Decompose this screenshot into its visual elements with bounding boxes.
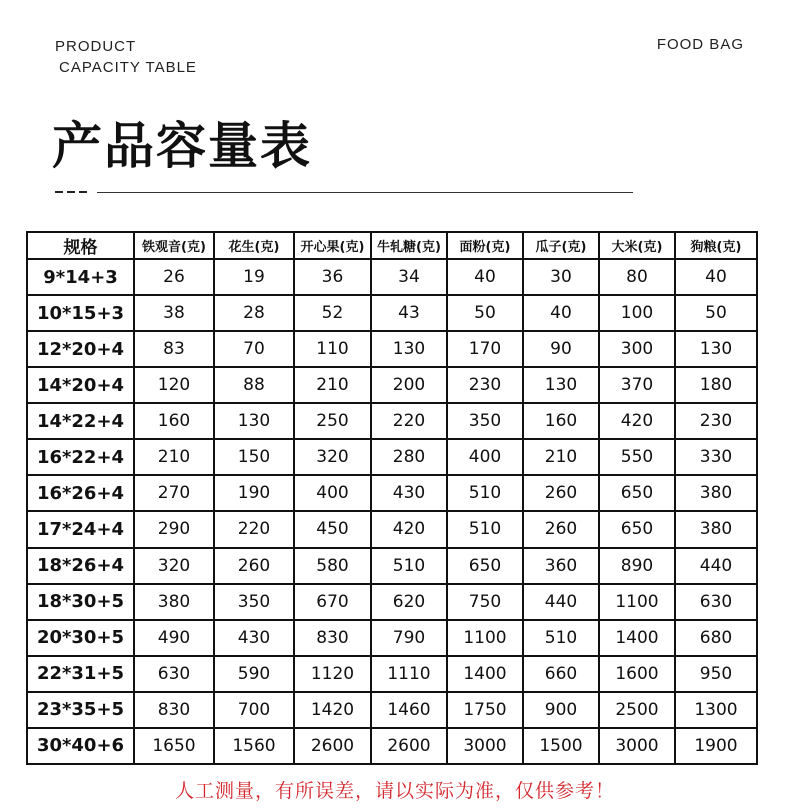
capacity-cell: 320	[134, 548, 214, 584]
capacity-cell: 26	[134, 259, 214, 295]
capacity-cell: 950	[675, 656, 757, 692]
capacity-cell: 150	[214, 439, 294, 475]
capacity-cell: 510	[447, 475, 523, 511]
table-row	[27, 475, 757, 511]
capacity-cell: 790	[371, 620, 447, 656]
capacity-cell: 400	[447, 439, 523, 475]
capacity-cell: 430	[214, 620, 294, 656]
spec-cell: 10*15+3	[27, 295, 134, 331]
capacity-cell: 130	[214, 403, 294, 439]
column-header: 大米(克)	[599, 232, 675, 259]
capacity-cell: 900	[523, 692, 599, 728]
capacity-cell: 650	[599, 511, 675, 547]
capacity-cell: 670	[294, 584, 371, 620]
capacity-cell: 160	[523, 403, 599, 439]
capacity-cell: 210	[294, 367, 371, 403]
capacity-cell: 180	[675, 367, 757, 403]
capacity-cell: 90	[523, 331, 599, 367]
table-row	[27, 584, 757, 620]
capacity-cell: 100	[599, 295, 675, 331]
capacity-cell: 400	[294, 475, 371, 511]
capacity-cell: 130	[371, 331, 447, 367]
capacity-cell: 40	[447, 259, 523, 295]
column-header: 铁观音(克)	[134, 232, 214, 259]
capacity-cell: 1110	[371, 656, 447, 692]
capacity-cell: 1120	[294, 656, 371, 692]
capacity-cell: 620	[371, 584, 447, 620]
capacity-cell: 360	[523, 548, 599, 584]
capacity-cell: 680	[675, 620, 757, 656]
table-row	[27, 439, 757, 475]
capacity-cell: 440	[523, 584, 599, 620]
capacity-cell: 190	[214, 475, 294, 511]
capacity-cell: 28	[214, 295, 294, 331]
column-header: 花生(克)	[214, 232, 294, 259]
capacity-cell: 36	[294, 259, 371, 295]
capacity-cell: 650	[447, 548, 523, 584]
column-header: 牛轧糖(克)	[371, 232, 447, 259]
capacity-cell: 1400	[447, 656, 523, 692]
capacity-cell: 830	[294, 620, 371, 656]
capacity-cell: 220	[371, 403, 447, 439]
capacity-cell: 890	[599, 548, 675, 584]
capacity-cell: 430	[371, 475, 447, 511]
capacity-cell: 1400	[599, 620, 675, 656]
spec-cell: 16*22+4	[27, 439, 134, 475]
capacity-cell: 1500	[523, 728, 599, 764]
spec-cell: 9*14+3	[27, 259, 134, 295]
capacity-cell: 450	[294, 511, 371, 547]
spec-cell: 12*20+4	[27, 331, 134, 367]
capacity-cell: 1900	[675, 728, 757, 764]
capacity-cell: 130	[523, 367, 599, 403]
capacity-cell: 350	[214, 584, 294, 620]
product-label-line2: CAPACITY TABLE	[59, 59, 197, 76]
column-header: 开心果(克)	[294, 232, 371, 259]
capacity-cell: 2600	[371, 728, 447, 764]
spec-cell: 14*22+4	[27, 403, 134, 439]
capacity-cell: 40	[523, 295, 599, 331]
capacity-cell: 83	[134, 331, 214, 367]
spec-cell: 30*40+6	[27, 728, 134, 764]
capacity-cell: 200	[371, 367, 447, 403]
capacity-cell: 210	[134, 439, 214, 475]
table-row	[27, 511, 757, 547]
capacity-cell: 650	[599, 475, 675, 511]
capacity-cell: 590	[214, 656, 294, 692]
capacity-cell: 40	[675, 259, 757, 295]
capacity-cell: 700	[214, 692, 294, 728]
capacity-cell: 43	[371, 295, 447, 331]
capacity-cell: 3000	[447, 728, 523, 764]
spec-cell: 23*35+5	[27, 692, 134, 728]
capacity-cell: 260	[214, 548, 294, 584]
capacity-cell: 510	[523, 620, 599, 656]
table-row	[27, 367, 757, 403]
capacity-cell: 830	[134, 692, 214, 728]
capacity-cell: 420	[599, 403, 675, 439]
capacity-cell: 2600	[294, 728, 371, 764]
food-bag-label: FOOD BAG	[656, 36, 744, 53]
capacity-cell: 630	[675, 584, 757, 620]
table-header-row	[27, 232, 757, 259]
capacity-cell: 1600	[599, 656, 675, 692]
capacity-cell: 1750	[447, 692, 523, 728]
capacity-cell: 330	[675, 439, 757, 475]
capacity-cell: 440	[675, 548, 757, 584]
capacity-cell: 110	[294, 331, 371, 367]
capacity-cell: 300	[599, 331, 675, 367]
capacity-cell: 220	[214, 511, 294, 547]
table-row	[27, 620, 757, 656]
capacity-cell: 510	[371, 548, 447, 584]
spec-cell: 17*24+4	[27, 511, 134, 547]
capacity-cell: 1100	[599, 584, 675, 620]
spec-cell: 18*30+5	[27, 584, 134, 620]
table-row	[27, 728, 757, 764]
capacity-cell: 30	[523, 259, 599, 295]
capacity-cell: 750	[447, 584, 523, 620]
table-row	[27, 295, 757, 331]
capacity-cell: 630	[134, 656, 214, 692]
capacity-cell: 19	[214, 259, 294, 295]
capacity-cell: 3000	[599, 728, 675, 764]
table-row	[27, 656, 757, 692]
capacity-cell: 580	[294, 548, 371, 584]
column-header: 瓜子(克)	[523, 232, 599, 259]
capacity-cell: 260	[523, 475, 599, 511]
capacity-cell: 1460	[371, 692, 447, 728]
capacity-cell: 1100	[447, 620, 523, 656]
capacity-cell: 2500	[599, 692, 675, 728]
capacity-cell: 50	[675, 295, 757, 331]
table-row	[27, 548, 757, 584]
product-label	[55, 36, 197, 78]
capacity-cell: 1300	[675, 692, 757, 728]
capacity-cell: 550	[599, 439, 675, 475]
capacity-cell: 230	[447, 367, 523, 403]
product-label-line1: PRODUCT	[55, 38, 137, 55]
spec-cell: 18*26+4	[27, 548, 134, 584]
column-header: 规格	[27, 232, 134, 259]
column-header: 狗粮(克)	[675, 232, 757, 259]
capacity-cell: 370	[599, 367, 675, 403]
capacity-cell: 120	[134, 367, 214, 403]
capacity-cell: 290	[134, 511, 214, 547]
capacity-cell: 490	[134, 620, 214, 656]
title-divider	[97, 192, 633, 193]
table-row	[27, 331, 757, 367]
capacity-cell: 1420	[294, 692, 371, 728]
capacity-cell: 230	[675, 403, 757, 439]
spec-cell: 22*31+5	[27, 656, 134, 692]
table-row	[27, 259, 757, 295]
capacity-cell: 50	[447, 295, 523, 331]
capacity-cell: 350	[447, 403, 523, 439]
title-dash-decoration	[55, 191, 87, 193]
capacity-cell: 320	[294, 439, 371, 475]
capacity-cell: 660	[523, 656, 599, 692]
capacity-cell: 160	[134, 403, 214, 439]
table-row	[27, 692, 757, 728]
capacity-cell: 270	[134, 475, 214, 511]
capacity-cell: 70	[214, 331, 294, 367]
capacity-cell: 130	[675, 331, 757, 367]
spec-cell: 20*30+5	[27, 620, 134, 656]
capacity-cell: 510	[447, 511, 523, 547]
column-header: 面粉(克)	[447, 232, 523, 259]
capacity-cell: 88	[214, 367, 294, 403]
spec-cell: 16*26+4	[27, 475, 134, 511]
capacity-cell: 260	[523, 511, 599, 547]
capacity-cell: 380	[134, 584, 214, 620]
capacity-cell: 34	[371, 259, 447, 295]
capacity-cell: 1560	[214, 728, 294, 764]
capacity-table	[26, 231, 758, 765]
page-title: 产品容量表	[52, 117, 312, 175]
spec-cell: 14*20+4	[27, 367, 134, 403]
capacity-cell: 38	[134, 295, 214, 331]
capacity-cell: 80	[599, 259, 675, 295]
capacity-cell: 170	[447, 331, 523, 367]
disclaimer-note: 人工测量，有所误差，请以实际为准，仅供参考！	[174, 780, 615, 802]
capacity-cell: 52	[294, 295, 371, 331]
table-row	[27, 403, 757, 439]
capacity-cell: 280	[371, 439, 447, 475]
capacity-cell: 420	[371, 511, 447, 547]
capacity-cell: 380	[675, 511, 757, 547]
capacity-cell: 250	[294, 403, 371, 439]
capacity-cell: 210	[523, 439, 599, 475]
capacity-cell: 380	[675, 475, 757, 511]
capacity-cell: 1650	[134, 728, 214, 764]
